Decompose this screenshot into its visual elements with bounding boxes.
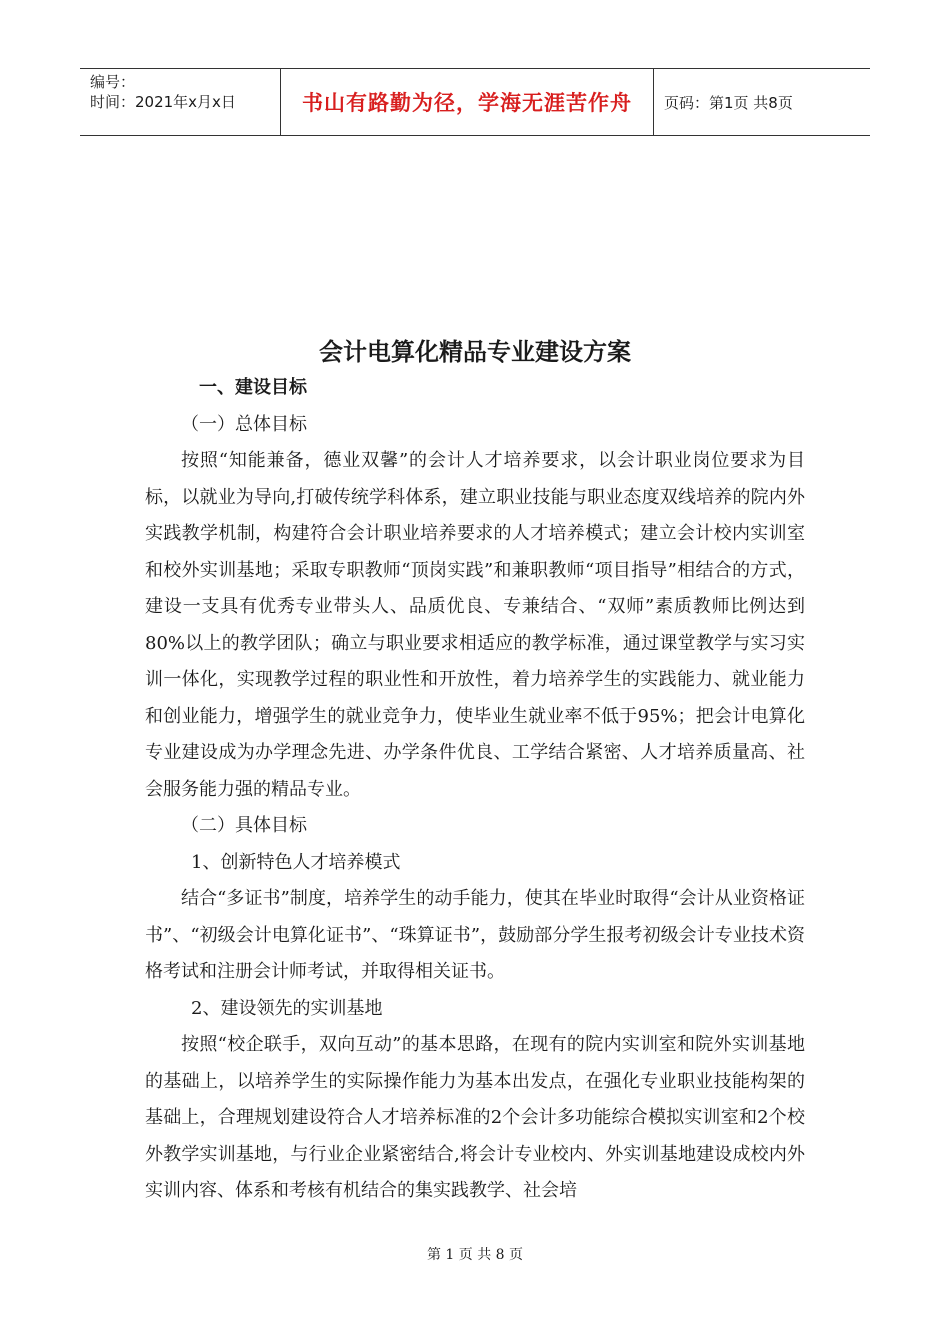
- page-footer: 第 1 页 共 8 页: [426, 1247, 524, 1263]
- header-page-info: 页码：第1页 共8页: [664, 93, 793, 112]
- section-heading-goals: 一、建设目标: [199, 377, 307, 398]
- document-title: 会计电算化精品专业建设方案: [319, 338, 631, 366]
- document-date-label: 时间：2021年x月x日: [90, 93, 236, 111]
- subsection-heading-overall: （一）总体目标: [181, 413, 307, 435]
- header-left-cell: [80, 69, 281, 135]
- item-heading-training-mode: 1、创新特色人才培养模式: [191, 851, 401, 873]
- document-number-label: 编号：: [90, 73, 136, 91]
- paragraph-overall-goal: 按照“知能兼备，德业双馨”的会计人才培养要求，以会计职业岗位要求为目标，以就业为导向,打破传统学科体系，建立职业技能与职业态度双线培养的院内外实践教学机制，构建符合会计职业培养要求的人才培养模式；建立会计校内实训室和校外实训基地；采取专职教师“顶岗实践”和兼职教师“项目指导”相结合的方式，建设一支具有优秀专业带头人、品质优良、专兼结合、“双师”素质教师比例达到80%以上的教学团队；确立与职业要求相适应的教学标准，通过课堂教学与实习实训一体化，实现教学过程的职业性和开放性，着力培养学生的实践能力、就业能力和创业能力，增强学生的就业竞争力，使毕业生就业率不低于95%；把会计电算化专业建设成为办学理念先进、办学条件优良、工学结合紧密、人才培养质量高、社会服务能力强的精品专业。: [145, 450, 805, 800]
- subsection-heading-specific: （二）具体目标: [181, 815, 307, 836]
- header-motto: 书山有路勤为径，学海无涯苦作舟: [281, 69, 654, 135]
- paragraph-training-base: 按照“校企联手，双向互动”的基本思路，在现有的院内实训室和院外实训基地的基础上，以培养学生的实际操作能力为基本出发点，在强化专业职业技能构架的基础上，合理规划建设符合人才培养标准的2个会计多功能综合模拟实训室和2个校外教学实训基地，与行业企业紧密结合,将会计专业校内、外实训基地建设成校内外实训内容、体系和考核有机结合的集实践教学、社会培: [145, 1034, 805, 1201]
- document-body: [145, 370, 805, 1210]
- item-heading-training-base: 2、建设领先的实训基地: [191, 997, 383, 1019]
- header-table: [80, 68, 870, 136]
- paragraph-training-mode: 结合“多证书”制度，培养学生的动手能力，使其在毕业时取得“会计从业资格证书”、“初级会计电算化证书”、“珠算证书”，鼓励部分学生报考初级会计专业技术资格考试和注册会计师考试，并取得相关证书。: [145, 888, 805, 982]
